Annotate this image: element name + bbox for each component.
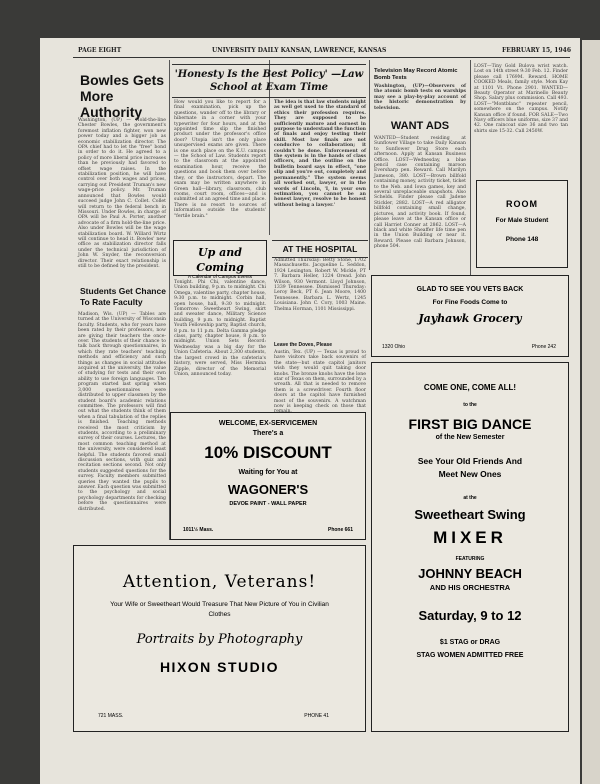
up-and-coming-subtitle: A Calendar of Campus Events	[187, 275, 253, 280]
hixon-phone: PHONE 41	[304, 713, 329, 719]
wagoners-address: 1011½ Mass.	[183, 527, 214, 533]
dance-orchestra: AND HIS ORCHESTRA	[429, 583, 511, 592]
up-and-coming-title: Up and Coming	[196, 246, 244, 274]
want-ads-title: WANT ADS	[390, 120, 450, 132]
honesty-article: How would you like to report for a final examination, pick up the questions, wander off to the library or hibernate in a corner with your typewriter for four hours, and at the appointed time slip the finished product under the professor's office door? Utopia isn't the only place unsupervised exams are given. There is one such place on the K.U. campus — the School of Law. Students report to the classroom at the appointed examination hour, receive the questions and book them over before they, or the instructors, depart. The exam may be written anywhere in Green hall—library, classroom, club rooms, court room, offices—and is submitted at an agreed time and place. There is no resort to sources of information outside the students' "fertile brain."	[174, 100, 266, 219]
room-ad-phone: Phone 148	[505, 236, 539, 243]
hospital-headline: AT THE HOSPITAL	[272, 240, 368, 258]
want-ads-list: WANTED—Student residing at Sunflower Village to take Daily Kansan to Sunflower Drug Store each afternoon. Apply at Kansan Business Office. LOST—Wednesday, a blue pencil case containing maroon Eversharp pen. Reward. Call Marilyn Jameson, 380. LOST—Brown billfold containing money, activity ticket, ticket to the Neb. and Iowa games, key and several unreplaceable snapshots. Also Schelds. Finder please call Jadene Stickler, 2882. LOST—A red alligator billfold containing small change, pictures, and activity book. If found, please leave at the Kansan office or call Harriet Conner at 2862. LOST—A black and white Sheaffer life time pen in the Union Building or near it. Reward. Please call Barbara Johnson, phone 504.	[374, 136, 466, 250]
doves-article: Austin, Tex. (UP) — Texas is proud to have visitors take back souvenirs of the state—but state capitol janitors wish they would quit taking door knobs. The bronze knobs have the lone star of Texas on them, surrounded by a wreath. All that is needed to remove them is a screwdriver. Fourth floor doors at the capitol have furnished most of the souvenirs. A watchman now is keeping check on those that	[274, 350, 366, 410]
dance-mixer: MIXER	[433, 528, 507, 547]
dance-title: FIRST BIG DANCE	[408, 416, 532, 432]
room-ad-subtitle: For Male Student	[495, 217, 549, 224]
doves-headline: Leave the Doves, Please	[274, 342, 333, 348]
dance-to: to the	[463, 402, 477, 408]
column-rule	[369, 60, 370, 270]
jayhawk-line2: For Fine Foods Come to	[432, 299, 508, 306]
masthead: UNIVERSITY DAILY KANSAN, LAWRENCE, KANSAS	[212, 47, 387, 54]
hospital-list: Admitted Thursday: Betty Stone, 1702 Massachusetts. Jacqueline L. Seddon, 1924 Lexington. Robert W. Mickle, PT 7. Barbara Heller, 1224 Oread. John Wilson, 930 Vermont. Lloyd Johnson, 1339 Tennessee. Dismissed Thursday: Leroy Beck, PT 6. Jean Moore, 1400 Tennessee. Barbara L. Wertz, 1245 Louisiana. John C. Cory, 1003 Maine. Thelma Horman, 1101 Mississippi.	[274, 258, 366, 312]
hixon-studio-ad	[73, 545, 366, 732]
jayhawk-address: 1320 Ohio	[382, 344, 406, 350]
room-ad-title: ROOM	[506, 199, 538, 209]
wagoners-ad	[170, 412, 366, 540]
dance-see-friends: See Your Old Friends And Meet New Ones	[417, 456, 523, 479]
dance-featuring: FEATURING	[455, 556, 485, 562]
bowles-headline: Bowles Gets More Authority	[80, 72, 165, 120]
dance-subtitle: of the New Semester	[435, 434, 505, 441]
want-ads-continued: LOST—Tiny Gold Bulova wrist watch. Lost on 14th street 9:30 Feb. 12. Finder please call 1769M. Reward. HOME COOKED Meals, family style. Mom Kay at 1101 Vt. Phone 2901. WANTED—Beauty Operator at Marinello Beauty Shop. Salary plus commission. Call 493. LOST—"Montblanc" repeater pencil, somewhere on the campus. Notify Kansan office if found. FOR SALE—Two Navy officers blue uniforms, size 37 and 42. One raincoat size 36 and two tan shirts size 15-32. Call 2450W.	[474, 64, 568, 134]
tv-article: Washington, (UP)—Observers of the atomic bomb tests on warships may see a play-by-play account of the historic demonstration by television.	[374, 84, 466, 111]
dance-women-free: STAG WOMEN ADMITTED FREE	[416, 652, 524, 659]
wagoners-phone: Phone 661	[327, 527, 353, 533]
students-article: Madison, Wis. (UP) — Tables are turned at the University of Wisconsin faculty. Students, who for years have been rated by their professors, now are giving their teachers the once-over. The students of their chance to talk back through questionnaires, in which they rate teachers' teaching methods and efficiency and such things as changes in social attitudes acquired at the university, the value of studying for tests and their own ability to use foreign languages. The program started last spring when 3,000 questionnaires were distributed to upper classmen by the student board's academic relations committee. The professors will find out what the students think of them when a final tabulation of the replies is finished. Teaching methods received the most criticism by students, according to a preliminary survey of their courses. Lectures, the most common teaching method at the university, were considered least helpful. The students favored small discussion sections, with quiz and recitation sections second. Not only students suggested questions for the survey. Faculty members submitted queries they wanted the pupils to answer. Each question was submitted to the psychology and social psychology departments for checking before the questionnaires were distributed.	[78, 312, 166, 512]
hixon-title: Attention, Veterans!	[122, 572, 317, 592]
header-rule	[73, 57, 570, 58]
dance-ad	[371, 362, 569, 732]
wagoners-discount: 10% DISCOUNT	[204, 443, 332, 462]
wagoners-line2: There's a	[252, 430, 284, 437]
wagoners-name: WAGONER'S	[227, 482, 309, 497]
dance-band: JOHNNY BEACH	[418, 566, 522, 581]
tv-headline: Television May Record Atomic Bomb Tests	[374, 68, 458, 81]
dance-at: at the	[463, 495, 477, 501]
hixon-address: 721 MASS.	[98, 713, 124, 719]
up-and-coming-box	[173, 240, 267, 280]
wagoners-line3: Waiting for You at	[238, 469, 298, 476]
calendar-article: Tonight. Phi Chi, valentine dance, Union building, 9 p.m. to midnight. Chi Omega, valentine party, chapter house, 9:30 p.m. to midnight. Corbin hall, open house, hall, 9:30 to midnight. Tomorrow: Sweetheart Swing, skirt and sweater dance, Military Science building, 9 p.m. to midnight. Baptist Youth Fellowship party, Baptist church, 8 p.m. to 11 p.m. Delta Gamma pledge class, party, chapter house, 8 p.m. to midnight. Union Sets Record: Wednesday was a big day for the Union Cafeteria. About 2,300 students, the largest crowd in the cafeteria's history, were served, Miss Hermina Zipple, director of the Memorial Union, announced today.	[174, 280, 266, 377]
dance-sweetheart-swing: Sweetheart Swing	[414, 507, 526, 522]
wagoners-subtitle: DEVOE PAINT - WALL PAPER	[229, 501, 307, 507]
jayhawk-phone: Phone 242	[531, 344, 556, 350]
students-headline: Students Get Chance To Rate Faculty	[80, 286, 166, 307]
wagoners-line1: WELCOME, EX-SERVICEMEN	[218, 420, 318, 427]
issue-date: FEBRUARY 15, 1946	[502, 47, 571, 54]
dance-date: Saturday, 9 to 12	[418, 608, 522, 623]
adjacent-page-edge	[582, 40, 600, 784]
dance-price: $1 STAG or DRAG	[439, 639, 501, 646]
honesty-headline: 'Honesty Is the Best Policy' —Law School at Exam Time	[174, 69, 364, 93]
bowles-article: Washington, (UP) — Hold-the-line Chester Bowles, the government's foremost inflation fighter, won new power today and a bigger job as economic stabilization director. The OPA chief had to let the "free" bond in order to do it. He agreed to a policy of more liberal price increases than he previously had favored to offset wage raises. In the stabilization position, he will have control over both wages and prices, carrying out President Truman's new wage-price policy. Mr. Truman announced that Bowles would succeed judge John C. Collet. Collet will return to the federal bench in Missouri. Under Bowles, in charge of OPA will be Paul A. Porter, another advocate of a firm hold-the-line price. Also under Bowles will be the wage stabilization board. W. Willard Wirtz will continue to head it. Bowles' new office as stabilization director falls under the technical jurisdiction of John W. Snyder, the reconversion director. Their exact relationship is still to be defined by the president.	[78, 118, 166, 269]
honesty-headline-box	[172, 64, 366, 98]
hixon-name: HIXON STUDIO	[159, 659, 280, 675]
jayhawk-grocery-ad	[371, 275, 569, 357]
hixon-subtitle: Your Wife or Sweetheart Would Treasure That New Picture of You in Civilian Clothes	[110, 601, 329, 618]
column-rule	[470, 60, 471, 275]
dance-line1: COME ONE, COME ALL!	[423, 383, 517, 392]
honor-system-article: The idea is that law students might as well get used to the standard of ethics their profession requires. They are supposed to be sufficiently mature and earnest in purpose to understand the function of finals and enjoy testing their skill. Most law finals are not conducive to collaboration; it couldn't be done. Enforcement of the system is in the hands of class officers, and the outline on the bulletin board says in effect, "one slip and you're out, completely and permanently." The system seems all worked out, lawyer, or in the words of Lincoln, 'I, in your own estimation, you cannot be an honest lawyer, resolve to be honest without being a lawyer.'	[274, 100, 366, 208]
hixon-portraits: Portraits by Photography	[136, 632, 303, 647]
jayhawk-line1: GLAD TO SEE YOU VETS BACK	[416, 286, 524, 293]
page-number: PAGE EIGHT	[78, 47, 122, 54]
room-ad	[476, 180, 568, 268]
jayhawk-name: Jayhawk Grocery	[418, 312, 522, 325]
